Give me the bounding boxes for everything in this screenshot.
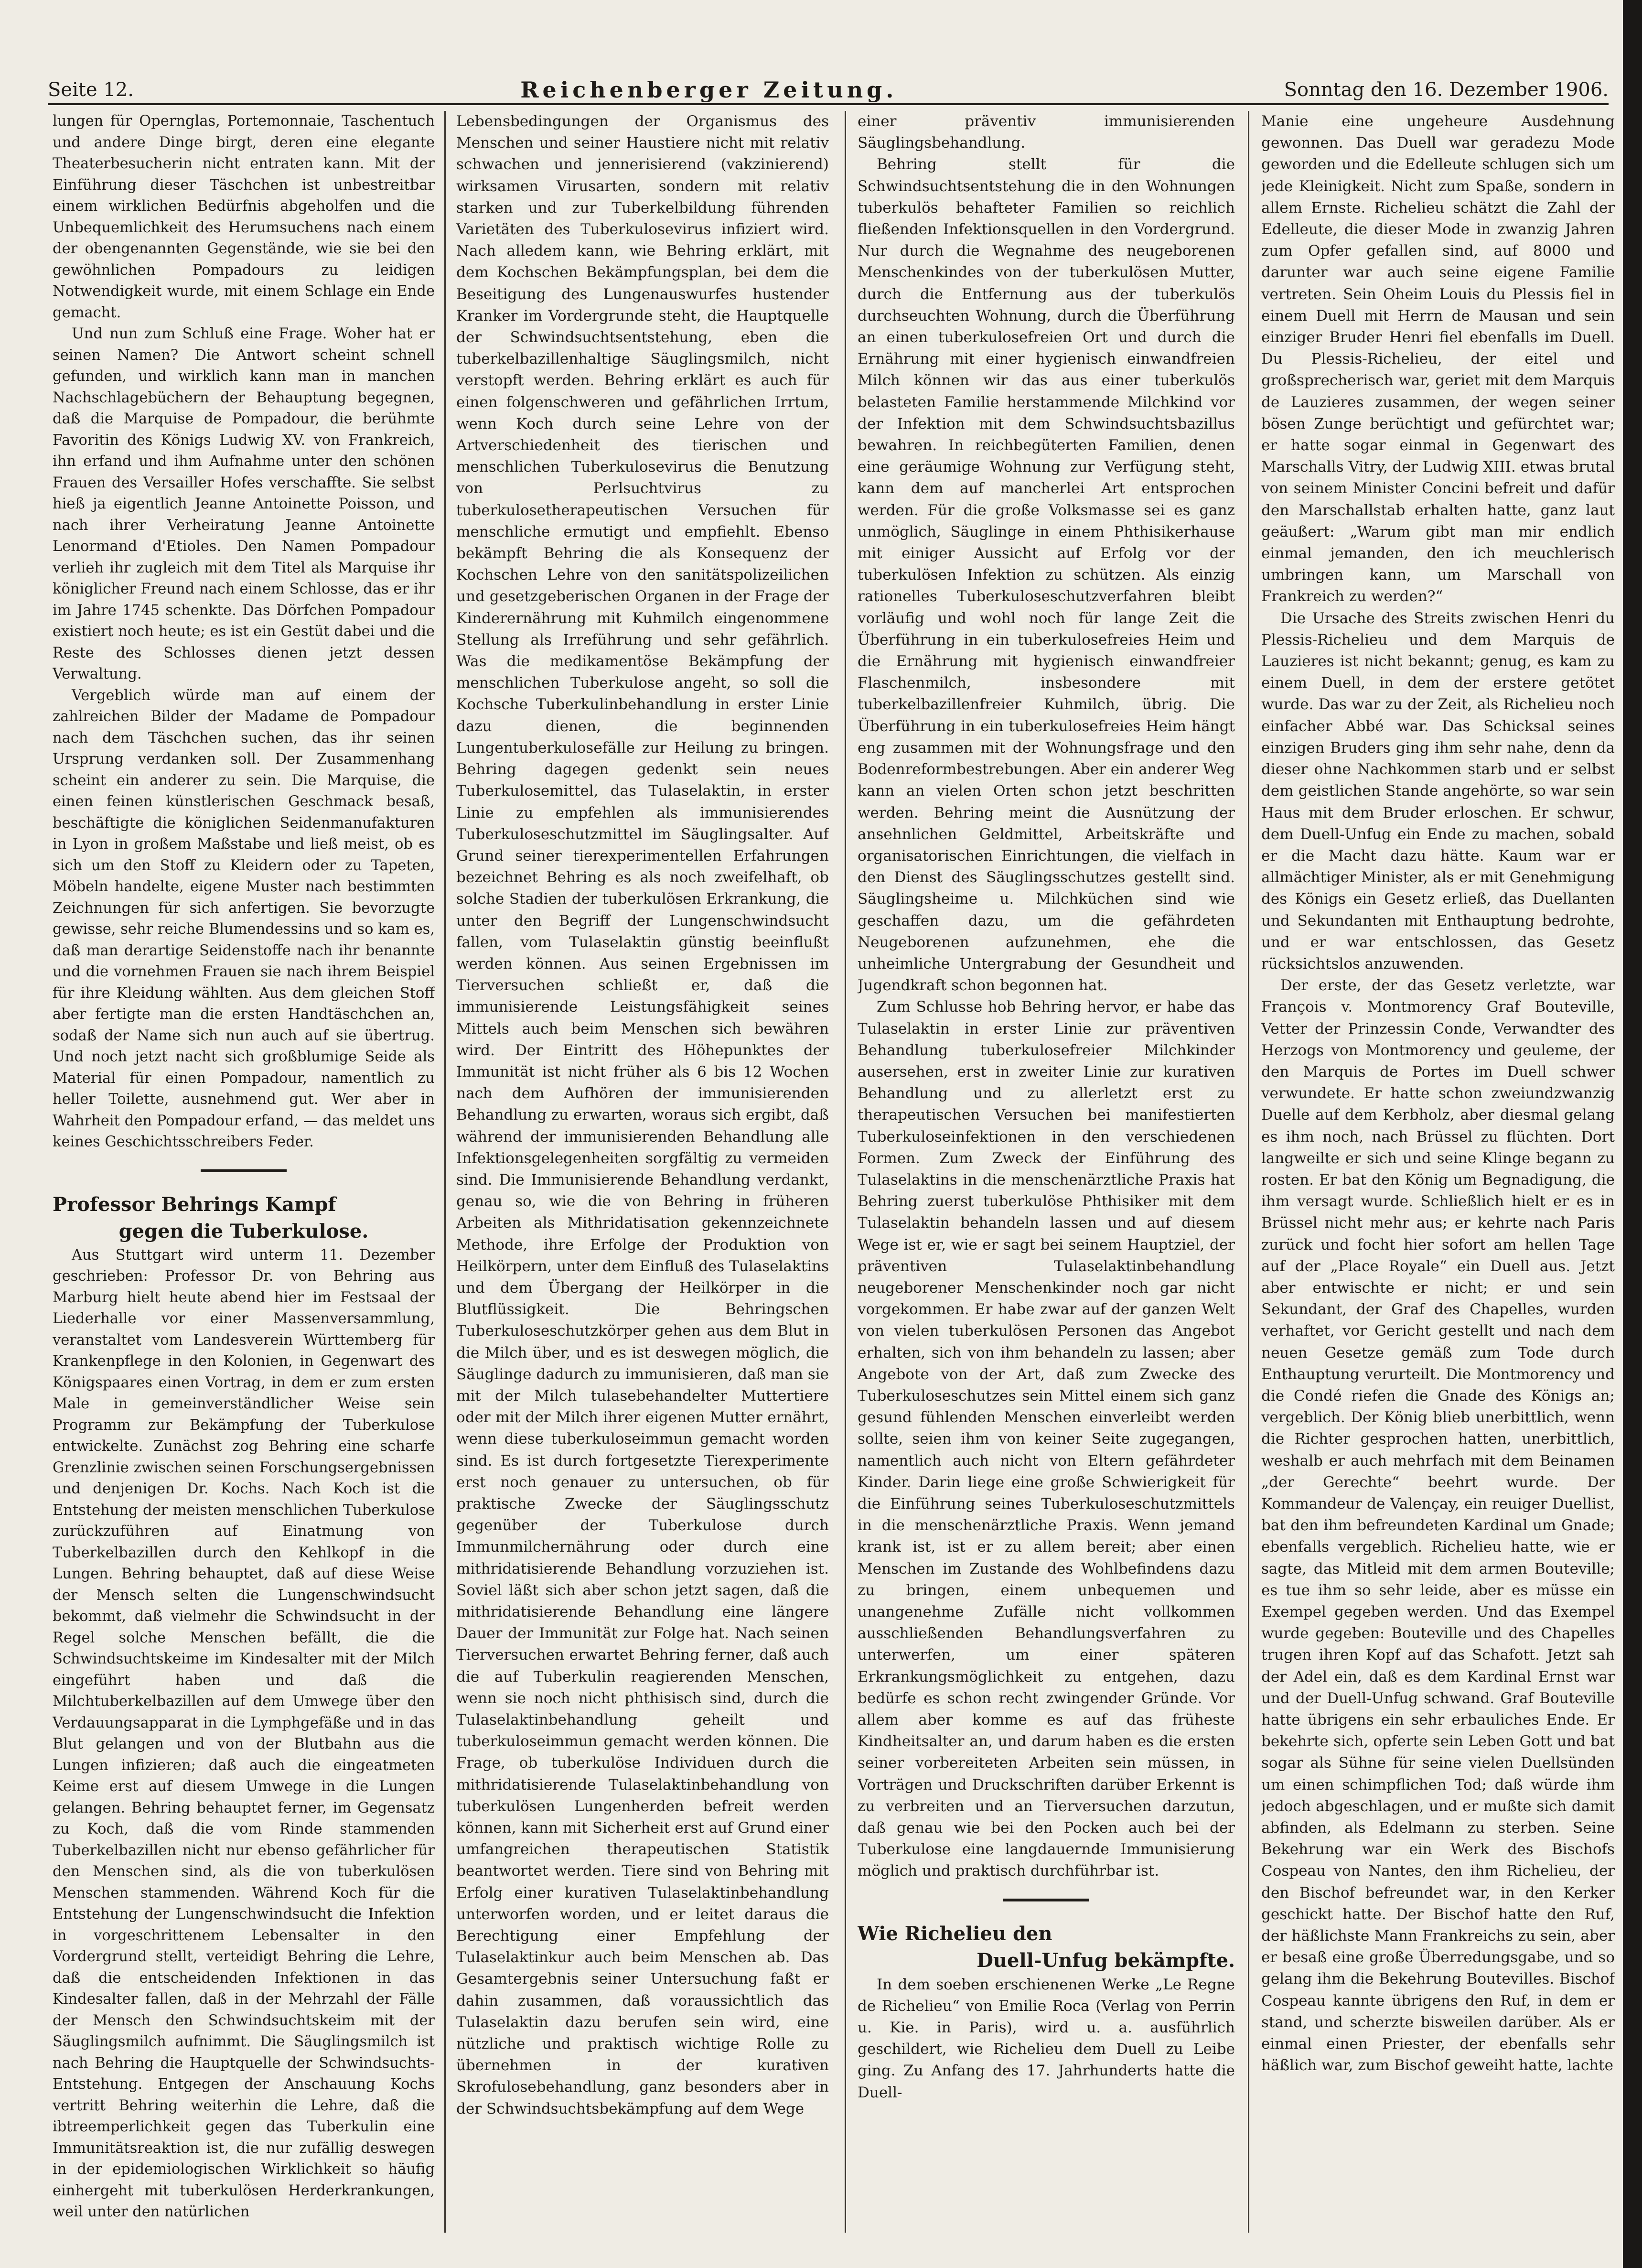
- article-paragraph: Lebensbedingungen der Organismus des Menschen und seiner Haustiere nicht mit relativ schwachen und jennerisierend (vakzinierend) wirksamen Virusarten, sondern mit relativ starken und zur Tuberkelbildung führenden Varietäten des Tuberkulosevirus infiziert wird. Nach alledem kann, wie Behring erklärt, mit dem Kochschen Bekämpfungsplan, bei dem die Beseitigung des Lungenauswurfes hustender Kranker im Vordergrunde steht, die Hauptquelle der Schwindsuchtsentstehung, eben die tuberkelbazillenhaltige Säuglingsmilch, nicht verstopft werden. Behring erklärt es auch für einen folgenschweren und gefährlichen Irrtum, wenn Koch durch seine Lehre von der Artverschiedenheit des tierischen und menschlichen Tuberkulosevirus die Benutzung von Perlsuchtvirus zu tuberkulosetherapeutischen Versuchen für menschliche ermutigt und empfiehlt. Ebenso bekämpft Behring die als Konsequenz der Kochschen Lehre von den sanitätspolizeilichen und gesetzgeberischen Organen in der Frage der Kinderernährung mit Kuhmilch eingenommene Stellung als Irreführung und sehr gefährlich. Was die medikamentöse Bekämpfung der menschlichen Tuberkulose angeht, so soll die Kochsche Tuberkulinbehandlung in erster Linie dazu dienen, die beginnenden Lungentuberkulosefälle zur Heilung zu bringen. Behring dagegen gedenkt sein neues Tuberkulosemittel, das Tulaselaktin, in erster Linie zu empfehlen als immunisierendes Tuberkuloseschutzmittel im Säuglingsalter. Auf Grund seiner tierexperimentellen Erfahrungen bezeichnet Behring es als noch zweifelhaft, ob solche Stadien der tuberkulösen Erkrankung, die unter den Begriff der Lungenschwindsucht fallen, vom Tulaselaktin günstig beeinflußt werden können. Aus seinen Ergebnissen im Tierversuchen schließt er, daß die immunisierende Leistungsfähigkeit seines Mittels auch beim Menschen sich bewähren wird. Der Eintritt des Höhepunktes der Immunität ist nicht früher als 6 bis 12 Wochen nach dem Aufhören der immunisierenden Behandlung zu erwarten, woraus sich ergibt, daß während der immunisierenden Behandlung alle Infektionsgelegenheiten sorgfältig zu vermeiden sind. Die Immunisierende Behandlung verdankt, genau so, wie die von Behring in früheren Arbeiten als Mithridatisation gekennzeichnete Methode, ihre Erfolge der Produktion von Heilkörpern, unter dem Einfluß des Tulaselaktins und dem Übergang der Heilkörper in die Blutflüssigkeit. Die Behringschen Tuberkuloseschutzkörper gehen aus dem Blut in die Milch über, und es ist deswegen möglich, die Säuglinge dadurch zu immunisieren, daß man sie mit der Milch tulasebehandelter Muttertiere oder mit der Milch ihrer eigenen Mutter ernährt, wenn diese tuberkuloseimmun gemacht worden sind. Es ist durch fortgesetzte Tierexperimente erst noch genauer zu untersuchen, ob für praktische Zwecke der Säuglingsschutz gegenüber der Tuberkulose durch Immunmilchernährung oder durch eine mithridatisierende Behandlung vorzuziehen ist. Soviel läßt sich aber schon jetzt sagen, daß die mithridatisierende Behandlung eine längere Dauer der Immunität zur Folge hat. Nach seinen Tierversuchen erwartet Behring ferner, daß auch die auf Tuberkulin reagierenden Menschen, wenn sie noch nicht phthisisch sind, durch die Tulaselaktinbehandlung geheilt und tuberkuloseimmun gemacht werden können. Die Frage, ob tuberkulöse Individuen durch die mithridatisierende Tulaselaktinbehandlung von tuberkulösen Lungenherden befreit werden können, kann mit Sicherheit erst auf Grund einer umfangreichen therapeutischen Statistik beantwortet werden. Tiere sind von Behring mit Erfolg einer kurativen Tulaselaktinbehandlung unterworfen worden, und er leitet daraus die Berechtigung einer Empfehlung der Tulaselaktinkur auch beim Menschen ab. Das Gesamtergebnis seiner Untersuchung faßt er dahin zusammen, daß voraussichtlich das Tulaselaktin dazu berufen sein wird, eine nützliche und praktisch wichtige Rolle zu übernehmen in der kurativen Skrofulosebehandlung, ganz besonders aber in der Schwindsuchtsbekämpfung auf dem Wege: [456, 113, 829, 2117]
- column-3: [858, 111, 1235, 2233]
- column-1: [53, 111, 435, 2233]
- column-rule: [845, 111, 846, 2233]
- column-rule: [444, 111, 446, 2233]
- header-rule: [48, 103, 1609, 105]
- article-paragraph: Der erste, der das Gesetz verletzte, war François v. Montmorency Graf Bouteville, Vetter der Prinzessin Conde, Verwandter des Herzogs von Montmorency und geuleme, der den Marquis de Portes im Duell schwer verwundete. Er hatte schon zweiundzwanzig Duelle auf dem Kerbholz, aber diesmal gelang es ihm noch, nach Brüssel zu flüchten. Dort langweilte er sich und seine Klinge begann zu rosten. Er bat den König um Begnadigung, die ihm versagt wurde. Schließlich hielt er es in Brüssel nicht mehr aus; er kehrte nach Paris zurück und focht hier sofort am hellen Tage auf der „Place Royale“ ein Duell aus. Jetzt aber entwischte er nicht; er und sein Sekundant, der Graf des Chapelles, wurden verhaftet, vor Gericht gestellt und nach dem neuen Gesetze gemäß zum Tode durch Enthauptung verurteilt. Die Montmorency und die Condé riefen die Gnade des Königs an; vergeblich. Der König blieb unerbittlich, wenn die Richter gesprochen hatten, unerbittlich, weshalb er auch mehrfach mit dem Beinamen „der Gerechte“ beehrt wurde. Der Kommandeur de Valençay, ein reuiger Duellist, bat den ihm befreundeten Kardinal um Gnade; ebenfalls vergeblich. Richelieu hatte, wie er sagte, das Mitleid mit dem armen Bouteville; es tue ihm so sehr leide, aber es müsse ein Exempel gegeben werden. Und das Exempel wurde gegeben: Bouteville und des Chapelles trugen ihren Kopf auf das Schafott. Jetzt sah der Adel ein, daß es dem Kardinal Ernst war und der Duell-Unfug schwand. Graf Bouteville hatte übrigens ein sehr erbauliches Ende. Er bekehrte sich, opferte sein Leben Gott und bat sogar als Sühne für seine vielen Duellsünden um einen schimpflichen Tod; daß würde ihm jedoch abgeschlagen, und er mußte sich damit abfinden, als Edelmann zu sterben. Seine Bekehrung war ein Werk des Bischofs Cospeau von Nantes, den ihm Richelieu, der den Bischof befreundet war, in den Kerker geschickt hatte. Der Bischof hatte den Ruf, der häßlichste Mann Frankreichs zu sein, aber er besaß eine große Überredungsgabe, und so gelang ihm die Bekehrung Boutevilles. Bischof Cospeau kannte übrigens den Ruf, in dem er stand, und scherzte bisweilen darüber. Als er einmal einen Priester, der ebenfalls sehr häßlich war, zum Bischof geweiht hatte, lachte: [1261, 977, 1615, 2074]
- scan-edge: [1623, 0, 1642, 2268]
- article-paragraph: Und nun zum Schluß eine Frage. Woher hat er seinen Namen? Die Antwort scheint schnell gefunden, und wirklich kann man in manchen Nachschlagebüchern der Behauptung begegnen, daß die Marquise de Pompadour, die berühmte Favoritin des Königs Ludwig XV. von Frankreich, ihn erfand und ihm Aufnahme unter den schönen Frauen des Versailler Hofes verschaffte. Sie selbst hieß ja eigentlich Jeanne Antoinette Poisson, und nach ihrer Verheiratung Jeanne Antoinette Lenormand d'Etioles. Den Namen Pompadour verlieh ihr zugleich mit dem Titel als Marquise ihr königlicher Freund nach einem Schlosse, das er ihr im Jahre 1745 schenkte. Das Dörfchen Pompadour existiert noch heute; es ist ein Gestüt dabei und die Reste des Schlosses dienen jetzt dessen Verwaltung.: [53, 325, 435, 682]
- article-headline: Duell-Unfug bekämpfte.: [977, 1949, 1235, 1972]
- page-header: [48, 72, 1609, 101]
- article-separator: [201, 1169, 287, 1172]
- article-paragraph: Vergeblich würde man auf einem der zahlreichen Bilder der Madame de Pompadour nach dem Täschchen suchen, das ihr seinen Ursprung verdanken soll. Der Zusammenhang scheint ein anderer zu sein. Die Marquise, die einen feinen künstlerischen Geschmack besaß, beschäftigte die königlichen Seidenmanufakturen in Lyon in großem Maßstabe und ließ meist, ob es sich um den Stoff zu Kleidern oder zu Tapeten, Möbeln handelte, eigene Muster nach bestimmten Zeichnungen für sich anfertigen. Sie bevorzugte gewisse, sehr reiche Blumendessins und so kam es, daß man derartige Seidenstoffe nach ihr benannte und die vornehmen Frauen sie nach ihrem Beispiel für ihre Kleidung wählten. Aus dem gleichen Stoff aber fertigte man die ersten Handtäschchen an, sodaß der Name sich nun auch auf sie übertrug. Und noch jetzt nacht sich großblumige Seide als Material für einen Pompadour, namentlich zu heller Toilette, ausnehmend gut. Wer aber in Wahrheit den Pompadour erfand, — das meldet uns keines Geschichtsschreibers Feder.: [53, 687, 435, 1150]
- article-separator: [1003, 1899, 1089, 1901]
- column-2: [456, 111, 829, 2233]
- column-rule: [1248, 111, 1249, 2233]
- article-paragraph: Aus Stuttgart wird unterm 11. Dezember geschrieben: Professor Dr. von Behring aus Marburg hielt heute abend hier im Festsaal der Liederhalle vor einer Massenversammlung, veranstaltet vom Landesverein Württemberg für Krankenpflege in den Kolonien, in Gegenwart des Königspaares einen Vortrag, in dem er zum ersten Male in gemeinverständlicher Weise sein Programm zur Bekämpfung der Tuberkulose entwickelte. Zunächst zog Behring eine scharfe Grenzlinie zwischen seinen Forschungsergebnissen und denjenigen Dr. Kochs. Nach Koch ist die Entstehung der meisten menschlichen Tuberkulose zurückzuführen auf Einatmung von Tuberkelbazillen durch den Kehlkopf in die Lungen. Behring behauptet, daß auf diese Weise der Mensch selten die Lungenschwindsucht bekommt, daß vielmehr die Schwindsucht in der Regel solche Menschen befällt, die die Schwindsuchtskeime im Kindesalter mit der Milch eingeführt haben und daß die Milchtuberkelbazillen auf dem Umwege über den Verdauungsapparat in die Lymphgefäße und in das Blut gelangen und von der Blutbahn aus die Lungen infizieren; daß auch die eingeatmeten Keime erst auf diesem Umwege in die Lungen gelangen. Behring behauptet ferner, im Gegensatz zu Koch, daß die vom Rinde stammenden Tuberkelbazillen nicht nur ebenso gefährlicher für den Menschen sind, als die von tuberkulösen Menschen stammenden. Während Koch für die Entstehung der Lungenschwindsucht die Infektion in vorgeschrittenem Lebensalter in den Vordergrund stellt, verteidigt Behring die Lehre, daß die entscheidenden Infektionen in das Kindesalter fallen, daß in der Mehrzahl der Fälle der Mensch den Schwindsuchtskeim mit der Säuglingsmilch aufnimmt. Die Säuglingsmilch ist nach Behring die Hauptquelle der Schwindsuchts-Entstehung. Entgegen der Anschauung Kochs vertritt Behring weiterhin die Lehre, daß die ibtreemperlichkeit gegen das Tuberkulin eine Immunitätsreaktion ist, die nur zufällig deswegen in der epidemiologischen Wirklichkeit so häufig einhergeht mit tuberkulösen Herderkrankungen, weil unter den natürlichen: [53, 1246, 435, 2220]
- article-headline: Professor Behrings Kampf: [53, 1193, 336, 1216]
- article-paragraph: Behring stellt für die Schwindsuchtsentstehung die in den Wohnungen tuberkulös behafteter Familien so reichlich fließenden Infektionsquellen in den Vordergrund. Nur durch die Wegnahme des neugeborenen Menschenkindes von der tuberkulösen Mutter, durch die Entfernung aus der tuberkulös durchseuchten Wohnung, durch die Überführung an einen tuberkulosefreien Ort und durch die Ernährung mit einer hygienisch einwandfreien Milch können wir das aus einer tuberkulös belasteten Familie herstammende Milchkind vor der Infektion mit dem Schwindsuchtsbazillus bewahren. In reichbegüterten Familien, denen eine geräumige Wohnung zur Verfügung steht, kann dem auf mancherlei Art entsprochen werden. Für die große Volksmasse sei es ganz unmöglich, Säuglinge in einem Phthisikerhause mit einiger Aussicht auf Erfolg vor der tuberkulösen Infektion zu schützen. Als einzig rationelles Tuberkuloseschutzverfahren bleibt vorläufig und wohl noch für lange Zeit die Überführung in ein tuberkulosefreies Heim und die Ernährung mit hygienisch einwandfreier Flaschenmilch, insbesondere mit tuberkelbazillenfreier Kuhmilch, übrig. Die Überführung in ein tuberkulosefreies Heim hängt eng zusammen mit der Wohnungsfrage und den Bodenreformbestrebungen. Aber ein anderer Weg kann an vielen Orten schon jetzt beschritten werden. Behring meint die Ausnützung der ansehnlichen Geldmittel, Arbeitskräfte und organisatorischen Einrichtungen, die vielfach in den Dienst des Säuglingsschutzes gestellt sind. Säuglingsheime u. Milchküchen sind wie geschaffen dazu, um die gefährdeten Neugeborenen aufzunehmen, ehe die unheimliche Untergrabung der Gesundheit und Jugendkraft schon begonnen hat.: [858, 156, 1235, 994]
- column-4: [1261, 111, 1615, 2233]
- article-paragraph: Manie eine ungeheure Ausdehnung gewonnen. Das Duell war geradezu Mode geworden und die Edelleute schlugen sich um jede Kleinigkeit. Nicht zum Spaße, sondern in allem Ernste. Richelieu schätzt die Zahl der Edelleute, die dieser Mode in zwanzig Jahren zum Opfer gefallen sind, auf 8000 und darunter war auch seine eigene Familie vertreten. Sein Oheim Louis du Plessis fiel in einem Duell mit Herrn de Mausan und sein einziger Bruder Henri fiel ebenfalls im Duell. Du Plessis-Richelieu, der eitel und großsprecherisch war, geriet mit dem Marquis de Lauzieres zusammen, der wegen seiner bösen Zunge berüchtigt und gefürchtet war; er hatte sogar einmal in Gegenwart des Marschalls Vitry, der Ludwig XIII. etwas brutal von seinem Minister Concini befreit und dafür den Marschallstab erhalten hatte, ganz laut geäußert: „Warum gibt man mir endlich einmal jemanden, den ich meuchlerisch umbringen kann, um Marschall von Frankreich zu werden?“: [1261, 113, 1615, 605]
- article-headline: Wie Richelieu den: [858, 1922, 1052, 1945]
- page-number: Seite 12.: [48, 79, 134, 101]
- masthead: Reichenberger Zeitung.: [520, 77, 898, 103]
- article-paragraph: lungen für Opernglas, Portemonnaie, Taschentuch und andere Dinge birgt, deren eine elegante Theaterbesucherin nicht entraten kann. Mit der Einführung dieser Täschchen ist unbestreitbar einem wirklichen Bedürfnis abgeholfen und die Unbequemlichkeit des Herumsuchens nach einem der obengenannten Gegenstände, wie sie bei den gewöhnlichen Pompadours zu leidigen Notwendigkeit wurde, mit einem Schlage ein Ende gemacht.: [53, 113, 435, 321]
- article-paragraph: Zum Schlusse hob Behring hervor, er habe das Tulaselaktin in erster Linie zur präventiven Behandlung tuberkulosefreier Milchkinder ausersehen, erst in zweiter Linie zur kurativen Behandlung und zu allerletzt erst zu therapeutischen Versuchen bei manifestierten Tuberkuloseinfektionen in den verschiedenen Formen. Zum Zweck der Einführung des Tulaselaktins in die menschenärztliche Praxis hat Behring zuerst tuberkulöse Phthisiker mit dem Tulaselaktin behandeln lassen und auf diesem Wege ist er, wie er sagt bei seinem Hauptziel, der präventiven Tulaselaktinbehandlung neugeborener Menschenkinder noch gar nicht vorgekommen. Er habe zwar auf der ganzen Welt von vielen tuberkulösen Personen das Angebot erhalten, sich von ihm behandeln zu lassen; aber Angebote von der Art, daß zum Zwecke des Tuberkuloseschutzes sein Mittel einem sich ganz gesund fühlenden Menschen einverleibt werden sollte, seien ihm von keiner Seite zugegangen, namentlich auch nicht von Eltern gefährdeter Kinder. Darin liege eine große Schwierigkeit für die Einführung seines Tuberkuloseschutzmittels in die menschenärztliche Praxis. Wenn jemand krank ist, ist er zu allem bereit; aber einen Menschen im Zustande des Wohlbefindens dazu zu bringen, einem unbequemen und unangenehme Zufälle nicht vollkommen ausschließenden Behandlungsverfahren zu unterwerfen, um einer späteren Erkrankungsmöglichkeit zu entgehen, dazu bedürfe es schon recht zwingender Gründe. Vor allem aber komme es auf das früheste Kindheitsalter an, und darum haben es die ersten seiner vorbereiteten Arbeiten sein müssen, in Vorträgen und Druckschriften darüber Erkennt is zu verbreiten und an Tierversuchen darzutun, daß genau wie bei den Pocken auch bei der Tuberkulose eine langdauernde Immunisierung möglich und praktisch durchführbar ist.: [858, 998, 1235, 1880]
- article-paragraph: In dem soeben erschienenen Werke „Le Regne de Richelieu“ von Emilie Roca (Verlag von Perrin u. Kie. in Paris), wird u. a. ausführlich geschildert, wie Richelieu dem Duell zu Leibe ging. Zu Anfang des 17. Jahrhunderts hatte die Duell-: [858, 1976, 1235, 2101]
- article-paragraph: einer präventiv immunisierenden Säuglingsbehandlung.: [858, 113, 1235, 152]
- article-paragraph: Die Ursache des Streits zwischen Henri du Plessis-Richelieu und dem Marquis de Lauzieres ist nicht bekannt; genug, es kam zu einem Duell, in dem der erstere getötet wurde. Das war zu der Zeit, als Richelieu noch einfacher Abbé war. Das Schicksal seines einzigen Bruders ging ihm sehr nahe, denn da dieser ohne Nachkommen starb und er selbst dem geistlichen Stande angehörte, so war sein Haus mit dem Bruder erloschen. Er schwur, dem Duell-Unfug ein Ende zu machen, sobald er die Macht dazu hätte. Kaum war er allmächtiger Minister, als er mit Genehmigung des Königs ein Gesetz erließ, das Duellanten und Sekundanten mit Enthauptung bedrohte, und er war entschlossen, das Gesetz rücksichtslos anzuwenden.: [1261, 609, 1615, 972]
- issue-date: Sonntag den 16. Dezember 1906.: [1284, 79, 1609, 101]
- article-headline: gegen die Tuberkulose.: [118, 1220, 369, 1242]
